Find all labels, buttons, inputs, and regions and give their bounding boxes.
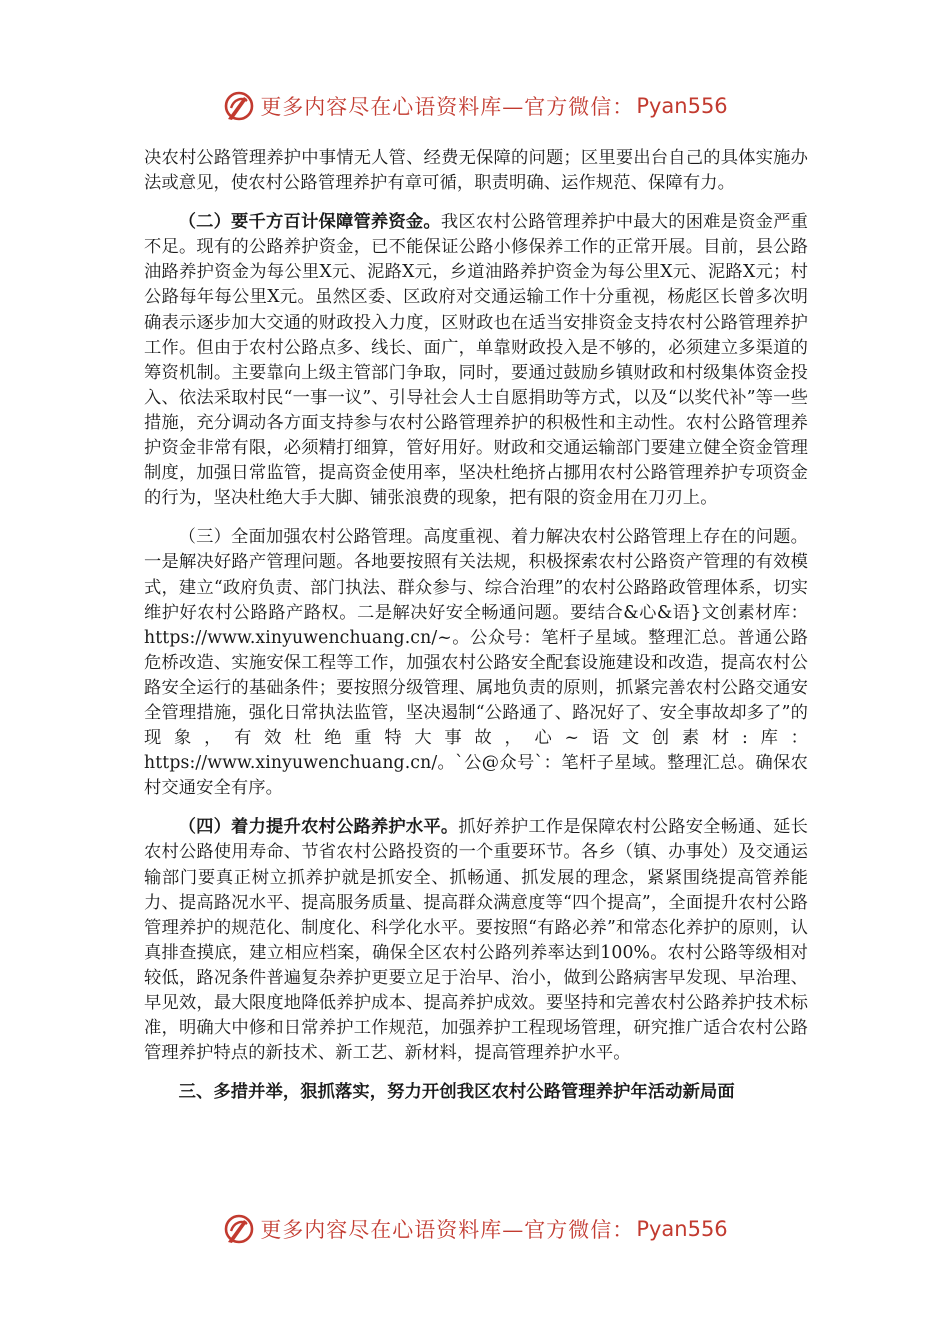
- pen-swirl-logo-icon: [222, 1212, 256, 1246]
- banner-wechat-id: Pyan556: [636, 1217, 728, 1241]
- paragraph-2-lead: （二）要千方百计保障管养资金。: [178, 212, 441, 233]
- footer-banner: [0, 1209, 950, 1249]
- paragraph-4-body: 抓好养护工作是保障农村公路安全畅通、延长农村公路使用寿命、节省农村公路投资的一个重要环节。各乡（镇、办事处）及交通运输部门要真正树立抓养护就是抓安全、抓畅通、抓发展的理念，紧紧围绕提高管养能力、提高路况水平、提高服务质量、提高群众满意度等“四个提高”，全面提升农村公路管理养护的规范化、制度化、科学化水平。要按照“有路必养”和常态化养护的原则，认真排查摸底，建立相应档案，确保全区农村公路列养率达到100%。农村公路等级相对较低，路况条件普遍复杂养护更要立足于治早、治小，做到公路病害早发现、早治理、早见效，最大限度地降低养护成本、提高养护成效。要坚持和完善农村公路养护技术标准，明确大中修和日常养护工作规范，加强养护工程现场管理，研究推广适合农村公路管理养护特点的新技术、新工艺、新材料，提高管理养护水平。: [144, 817, 808, 1064]
- banner-text: 更多内容尽在心语资料库—官方微信：: [260, 95, 635, 119]
- document-body: [144, 146, 808, 1105]
- header-banner: [0, 86, 950, 126]
- paragraph-1: 决农村公路管理养护中事情无人管、经费无保障的问题；区里要出台自己的具体实施办法或意见，使农村公路管理养护有章可循，职责明确、运作规范、保障有力。: [144, 148, 808, 194]
- banner-wechat-id: Pyan556: [636, 94, 728, 118]
- paragraph-4-lead: （四）着力提升农村公路养护水平。: [178, 817, 459, 838]
- section-heading-3: 三、多措并举，狠抓落实，努力开创我区农村公路管理养护年活动新局面: [178, 1082, 735, 1103]
- banner-text: 更多内容尽在心语资料库—官方微信：: [260, 1218, 635, 1242]
- paragraph-4: [144, 815, 808, 1066]
- paragraph-2: [144, 210, 808, 511]
- paragraph-2-body: 我区农村公路管理养护中最大的困难是资金严重不足。现有的公路养护资金，已不能保证公路小修保养工作的正常开展。目前，县公路油路养护资金为每公里X元、泥路X元，乡道油路养护资金为每公里X元、泥路X元；村公路每年每公里X元。虽然区委、区政府对交通运输工作十分重视，杨彪区长曾多次明确表示逐步加大交通的财政投入力度，区财政也在适当安排资金支持农村公路管理养护工作。但由于农村公路点多、线长、面广，单靠财政投入是不够的，必须建立多渠道的筹资机制。主要靠向上级主管部门争取，同时，要通过鼓励乡镇财政和村级集体资金投入、依法采取村民“一事一议”、引导社会人士自愿捐助等方式，以及“以奖代补”等一些措施，充分调动各方面支持参与农村公路管理养护的积极性和主动性。农村公路管理养护资金非常有限，必须精打细算，管好用好。财政和交通运输部门要建立健全资金管理制度，加强日常监管，提高资金使用率，坚决杜绝挤占挪用农村公路管理养护专项资金的行为，坚决杜绝大手大脚、铺张浪费的现象，把有限的资金用在刀刃上。: [144, 212, 808, 509]
- paragraph-3: （三）全面加强农村公路管理。高度重视、着力解决农村公路管理上存在的问题。一是解决好路产管理问题。各地要按照有关法规，积极探索农村公路资产管理的有效模式，建立“政府负责、部门执法、群众参与、综合治理”的农村公路路政管理体系，切实维护好农村公路路产路权。二是解决好安全畅通问题。要结合&心&语}文创素材库：https://www.xinyuwenchuang.cn/~。公众号：笔杆子星域。整理汇总。普通公路危桥改造、实施安保工程等工作，加强农村公路安全配套设施建设和改造，提高农村公路安全运行的基础条件；要按照分级管理、属地负责的原则，抓紧完善农村公路交通安全管理措施，强化日常执法监管，坚决遏制“公路通了、路况好了、安全事故却多了”的现象，有效杜绝重特大事故，心~语文创素材:库：https://www.xinyuwenchuang.cn/。`公@众号`：笔杆子星域。整理汇总。确保农村交通安全有序。: [144, 527, 808, 799]
- pen-swirl-logo-icon: [222, 89, 256, 123]
